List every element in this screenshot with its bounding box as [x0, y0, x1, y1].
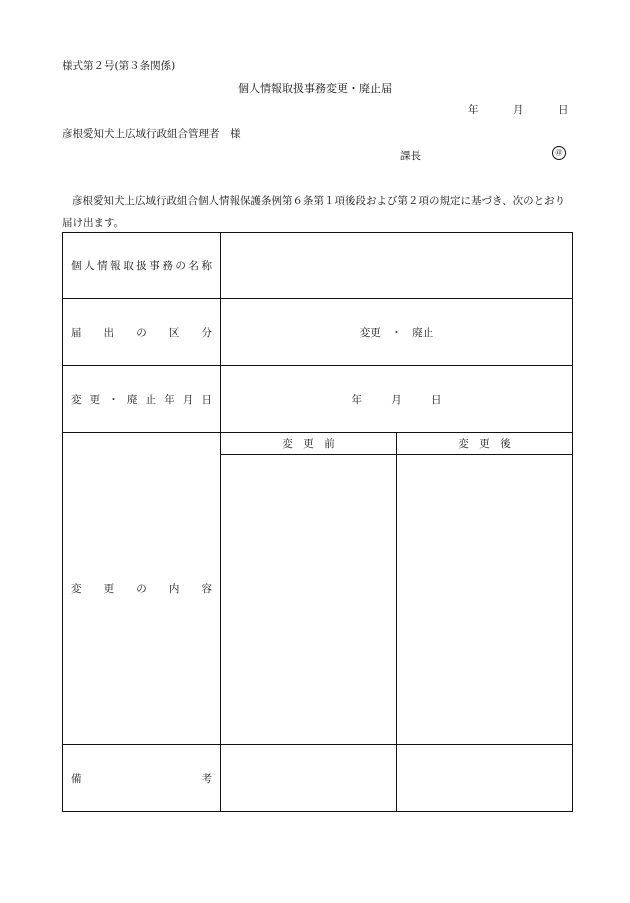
- label-change-content: 変 更 の 内 容: [71, 583, 212, 595]
- after-change-input[interactable]: [397, 455, 573, 745]
- date-month-label: 月: [513, 104, 524, 116]
- seal-mark: ㊞: [552, 146, 566, 160]
- document-title: 個人情報取扱事務変更・廃止届: [238, 82, 392, 95]
- before-change-header: 変 更 前: [221, 433, 397, 455]
- change-date-fields: [352, 392, 442, 407]
- label-notification-type: 届 出 の 区 分: [71, 326, 212, 339]
- notification-form-table: [62, 232, 573, 812]
- after-change-header: 変 更 後: [397, 433, 573, 455]
- label-cell: [63, 745, 221, 812]
- row-notification-type: [63, 299, 573, 366]
- before-change-input[interactable]: [221, 455, 397, 745]
- label-cell: [63, 366, 221, 433]
- change-date-year: 年: [351, 393, 362, 406]
- row-change-date: [63, 366, 573, 433]
- affair-name-input[interactable]: [221, 233, 573, 299]
- row-affair-name: [63, 233, 573, 299]
- change-date-day: 日: [431, 393, 442, 406]
- label-affair-name: 個 人 情 報 取 扱 事 務 の 名 称: [71, 260, 212, 272]
- remarks-before-input[interactable]: [221, 745, 397, 812]
- date-day-label: 日: [558, 104, 569, 116]
- intro-text: 彦根愛知犬上広域行政組合個人情報保護条例第６条第１項後段および第２項の規定に基づき、次のとおり届け出ます。: [62, 195, 566, 229]
- form-number: 様式第２号(第３条関係): [62, 60, 176, 72]
- change-date-input[interactable]: [221, 366, 573, 433]
- section-chief-label: 課長: [400, 150, 421, 162]
- label-cell: [63, 233, 221, 299]
- row-remarks: [63, 745, 573, 812]
- label-cell: [63, 299, 221, 366]
- row-content-header: [63, 433, 573, 455]
- notification-type-value[interactable]: 変更 ・ 廃止: [221, 299, 573, 366]
- change-date-month: 月: [391, 393, 402, 406]
- addressee: 彦根愛知犬上広域行政組合管理者 様: [62, 128, 241, 140]
- remarks-after-input[interactable]: [397, 745, 573, 812]
- date-year-label: 年: [468, 104, 479, 116]
- label-change-date: 変 更 ・ 廃 止 年 月 日: [71, 393, 212, 406]
- label-cell: [63, 433, 221, 745]
- label-remarks: 備 考: [71, 772, 212, 785]
